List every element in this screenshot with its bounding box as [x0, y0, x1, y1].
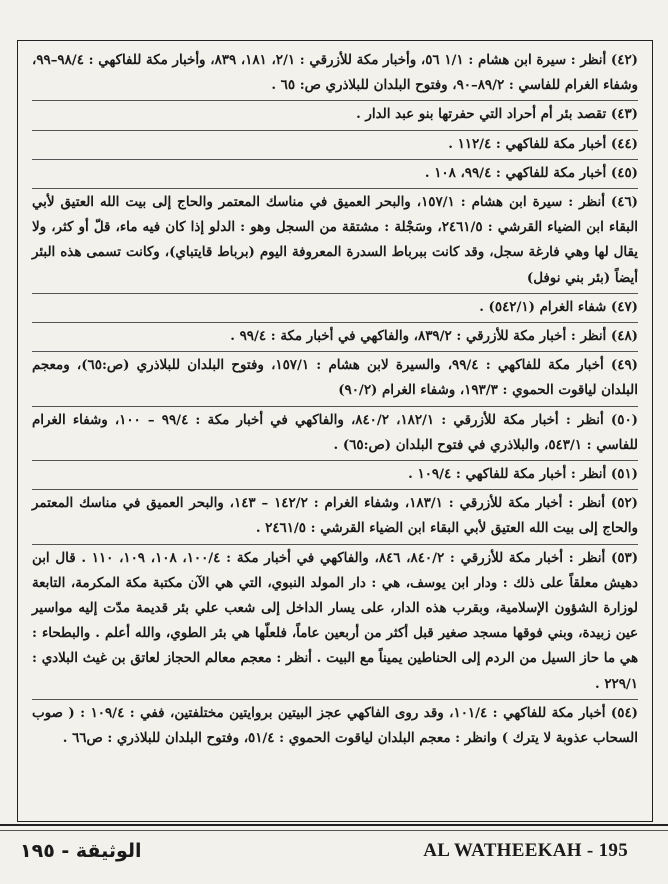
- footnote-44: (٤٤) أخبار مكة للفاكهي : ١١٢/٤ .: [32, 131, 638, 160]
- footnote-48: (٤٨) أنظر : أخبار مكة للأزرقي : ٨٣٩/٢، والفاكهي في أخبار مكة : ٩٩/٤ .: [32, 323, 638, 352]
- footer-page-number-arabic: الوثيقة - ١٩٥: [20, 840, 142, 862]
- page-footer: [0, 824, 668, 878]
- footnote-46: (٤٦) أنظر : سيرة ابن هشام : ١٥٧/١، والبحر العميق في مناسك المعتمر والحاج إلى بيت الله العتيق لأبي البقاء ابن الضياء القرشي : ٢٤٦١/٥، وسَجْلة : مشتقة من السجل وهو : الدلو إذا كان فيه ماء، قلّ أو كثر، ولا يقال لها وهي فارغة سجل، وقد كانت ببرباط السدرة المعروفة اليوم (برباط قايتباي)، وكانت تسمى هذه البئر أيضاً (بئر بني نوفل): [32, 189, 638, 294]
- footnote-53: (٥٣) أنظر : أخبار مكة للأزرقي : ٨٤٠/٢، ٨٤٦، والفاكهي في أخبار مكة : ١٠٠/٤، ١٠٨، ١٠٩، ١١٠ . قال ابن دهيش معلقاً على ذلك : ودار ابن يوسف، هي : دار المولد النبوي، التي هي الآن مكتبة مكة المكرمة، التابعة لوزارة الشؤون الإسلامية، وبقرب هذه الدار، على يسار الداخل إلى شعب علي بئر قديمة مدّت إليه مواسير عين زبيدة، وبني فوقها مسجد صغير قبل أكثر من أربعين عاماً، فلعلّها هي بئر الطوي، والله أعلم . والبطحاء : هي ما حاز السيل من الردم إلى الحناطين يميناً مع البيت . أنظر : معجم معالم الحجاز لعاتق بن غيث البلادي : ٢٢٩/١ .: [32, 545, 638, 700]
- footer-page-number-latin: AL WATHEEKAH - 195: [423, 840, 628, 861]
- footnote-47: (٤٧) شفاء الغرام (٥٤٢/١) .: [32, 294, 638, 323]
- footnote-51: (٥١) أنظر : أخبار مكة للفاكهي : ١٠٩/٤ .: [32, 461, 638, 490]
- footnote-50: (٥٠) أنظر : أخبار مكة للأزرقي : ١٨٢/١، ٨٤٠/٢، والفاكهي في أخبار مكة : ٩٩/٤ – ١٠٠، وشفاء الغرام للفاسي : ٥٤٣/١، والبلاذري في فتوح البلدان (ص:٦٥) .: [32, 407, 638, 461]
- footnote-52: (٥٢) أنظر : أخبار مكة للأزرقي : ١٨٣/١، وشفاء الغرام : ١٤٢/٢ – ١٤٣، والبحر العميق في مناسك المعتمر والحاج إلى بيت الله العتيق لأبي البقاء ابن الضياء القرشي : ٢٤٦١/٥ .: [32, 490, 638, 544]
- footnote-42: (٤٢) أنظر : سيرة ابن هشام : ١/١ ٥٦، وأخبار مكة للأزرقي : ٢/١، ١٨١، ٨٣٩، وأخبار مكة للفاكهي : ٩٨/٤–٩٩، وشفاء الغرام للفاسي : ٨٩/٢–٩٠، وفتوح البلدان للبلاذري ص: ٦٥ .: [32, 47, 638, 101]
- footnote-45: (٤٥) أخبار مكة للفاكهي : ٩٩/٤، ١٠٨ .: [32, 160, 638, 189]
- footnotes-box: [17, 40, 653, 822]
- footnote-54: (٥٤) أخبار مكة للفاكهي : ١٠١/٤، وقد روى الفاكهي عجز البيتين بروايتين مختلفتين، ففي : ١٠٩/٤ : ( صوب السحاب عذوبة لا يترك ) وانظر : معجم البلدان لياقوت الحموي : ٥١/٤، وفتوح البلدان للبلاذري : ص٦٦ .: [32, 704, 638, 747]
- footnote-49: (٤٩) أخبار مكة للفاكهي : ٩٩/٤، والسيرة لابن هشام : ١٥٧/١، وفتوح البلدان للبلاذري (ص:٦٥)، ومعجم البلدان لياقوت الحموي : ١٩٣/٣، وشفاء الغرام (٩٠/٢): [32, 352, 638, 406]
- footer-divider: [0, 830, 668, 831]
- footnote-43: (٤٣) تقصد بئر أم أحراد التي حفرتها بنو عبد الدار .: [32, 101, 638, 130]
